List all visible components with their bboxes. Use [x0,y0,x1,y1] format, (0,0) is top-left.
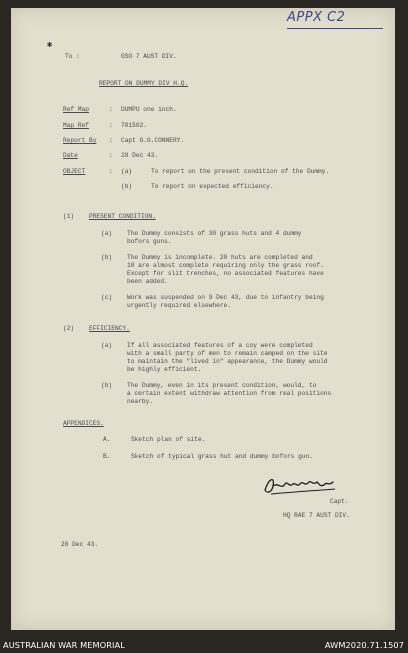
s1-a-line: The Dummy consists of 30 grass huts and 4 dummy [127,230,302,237]
footer-institution: AUSTRALIAN WAR MEMORIAL [3,640,125,650]
meta-key-date: Date [63,152,78,159]
section2-heading: EFFICIENCY. [89,325,130,332]
handwritten-signature [261,470,341,500]
meta-value-report-by: Capt G.G.CONNERY. [121,137,185,144]
section1-heading: PRESENT CONDITION. [89,213,156,220]
meta-value-map-ref: 701502. [121,122,147,129]
object-label: OBJECT [63,168,86,175]
s1-b-line: The Dummy is incomplete. 20 huts are completed and [127,254,313,261]
meta-value-date: 28 Dec 43. [121,152,159,159]
s2-b-line: The Dummy, even in its present condition, would, to [127,382,317,389]
appendix-b-letter: B. [103,453,111,460]
s2-a-line: If all associated features of a coy were completed [127,342,313,349]
archive-footer [0,636,408,653]
meta-colon: : [109,106,113,113]
s1-c-letter: (c) [101,294,113,301]
appendix-a-letter: A. [103,436,111,443]
s2-b-letter: (b) [101,382,113,389]
footer-accession: AWM2020.71.1507 [324,640,404,650]
s1-b-letter: (b) [101,254,113,261]
appendices-heading: APPENDICES. [63,420,104,427]
document-title: REPORT ON DUMMY DIV H.Q. [99,80,189,87]
appendix-b-text: Sketch of typical grass hut and dummy bofors gun. [131,453,313,460]
to-value: GSO 7 AUST DIV. [121,53,177,60]
meta-key-report-by: Report By [63,137,97,144]
s1-a-line: bofors guns. [127,238,172,245]
s2-a-letter: (a) [101,342,113,349]
meta-colon: : [109,137,113,144]
object-b-text: To report on expected efficiency. [151,183,274,190]
signature-rank: Capt. [330,498,349,505]
s2-a-line: with a small party of men to remain camped on the site [127,350,328,357]
meta-key-ref-map: Ref Map [63,106,89,113]
document-date: 28 Dec 43. [61,541,99,548]
appendix-a-text: Sketch plan of site. [131,436,206,443]
section1-number: (1) [63,213,75,220]
s2-b-line: a certain extent withdraw attention from real positions [127,390,332,397]
s1-a-letter: (a) [101,230,113,237]
meta-colon: : [109,152,113,159]
stamp-underline [287,28,383,29]
appendix-stamp: APPX C2 [287,10,346,25]
object-b-letter: (b) [121,183,133,190]
s1-c-line: Work was suspended on 9 Dec 43, due to infantry being [127,294,324,301]
to-label: To : [65,53,80,60]
document-page [11,8,395,630]
signature-unit: HQ RAE 7 AUST DIV. [283,512,350,519]
meta-colon: : [109,168,113,175]
s2-b-line: nearby. [127,398,153,405]
s1-b-line: been added. [127,278,168,285]
meta-value-ref-map: DUMPU one inch. [121,106,177,113]
object-a-letter: (a) [121,168,133,175]
s1-b-line: 10 are almost complete requiring only the grass roof. [127,262,324,269]
meta-key-map-ref: Map Ref [63,122,89,129]
s2-a-line: to maintain the "lived in" appearance, the Dummy would [127,358,328,365]
s1-c-line: urgently required elsewhere. [127,302,231,309]
meta-colon: : [109,122,113,129]
section2-number: (2) [63,325,75,332]
s2-a-line: be highly efficient. [127,366,202,373]
object-a-text: To report on the present condition of the Dummy. [151,168,330,175]
punch-mark: ✱ [47,40,53,50]
s1-b-line: Except for slit trenches, no associated features have [127,270,324,277]
